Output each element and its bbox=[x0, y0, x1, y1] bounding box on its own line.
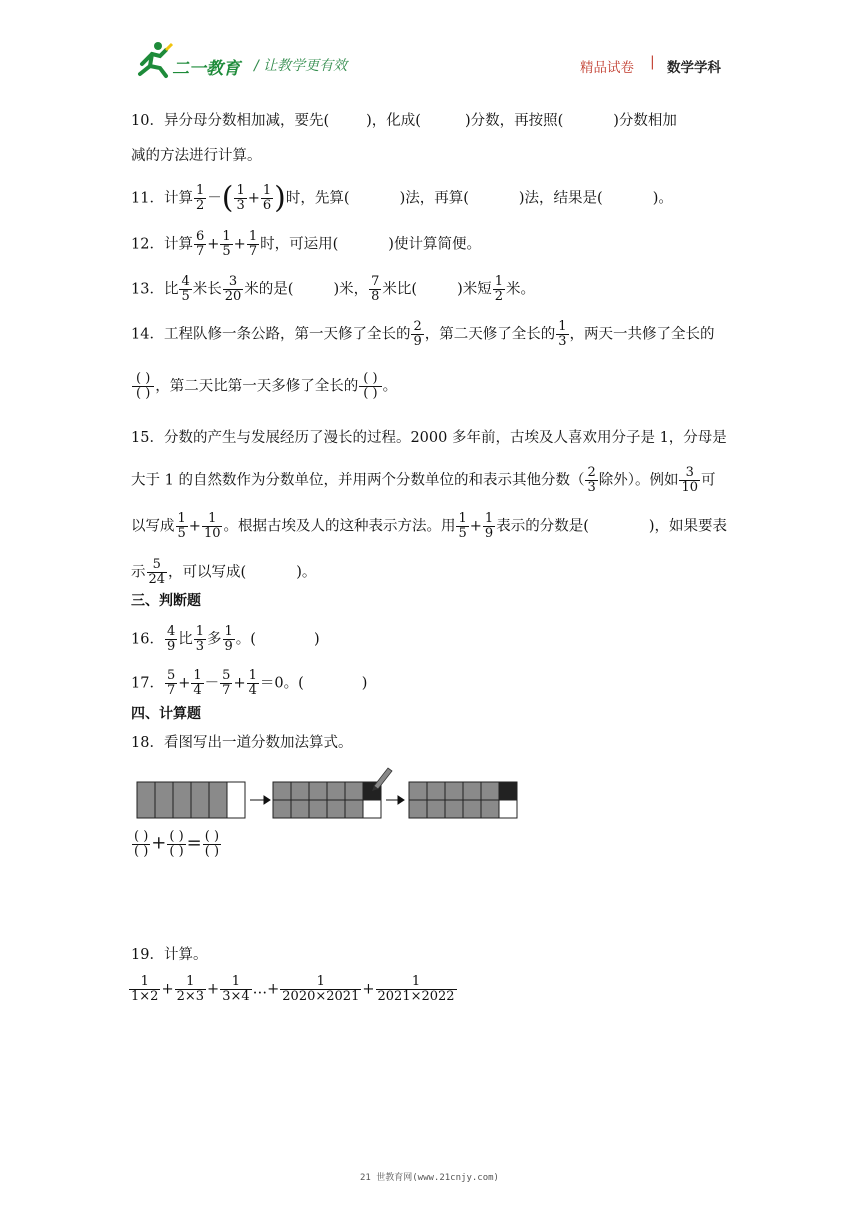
text-segment: 3 bbox=[195, 639, 205, 654]
text-segment: 米长 bbox=[192, 281, 222, 298]
fraction bbox=[194, 230, 206, 259]
fraction bbox=[179, 275, 191, 304]
text-segment: 1×2 bbox=[131, 989, 159, 1004]
question-10-line-1 bbox=[131, 111, 677, 131]
question-15-line-2 bbox=[131, 466, 716, 495]
question-19: 19．计算。 bbox=[131, 947, 208, 963]
text-segment: )米短 bbox=[457, 281, 492, 298]
fraction bbox=[456, 512, 468, 541]
fraction bbox=[194, 625, 206, 654]
text-segment: ) bbox=[313, 631, 320, 648]
text-segment: 7 bbox=[166, 683, 176, 698]
fraction bbox=[202, 512, 223, 541]
text-segment: 1 bbox=[177, 511, 186, 526]
fraction bbox=[411, 320, 423, 349]
text-segment: 3×4 bbox=[222, 989, 250, 1004]
text-segment: 13．比 bbox=[131, 281, 179, 298]
text-segment: )，如果要表 bbox=[648, 518, 728, 535]
text-segment: ＝0。( bbox=[259, 675, 304, 692]
question-18: 18．看图写出一道分数加法算式。 bbox=[131, 735, 353, 751]
question-12 bbox=[131, 230, 481, 259]
text-segment: + bbox=[188, 518, 201, 535]
text-segment: ( ) bbox=[169, 829, 184, 844]
text-segment: ( ) bbox=[359, 386, 381, 401]
text-segment: + bbox=[233, 236, 246, 253]
text-segment: ) bbox=[361, 675, 368, 692]
text-segment: + bbox=[207, 236, 220, 253]
text-segment: … bbox=[252, 981, 268, 998]
text-segment: ( ) bbox=[132, 386, 154, 401]
text-segment: 4 bbox=[193, 683, 202, 698]
text-segment: ( ) bbox=[204, 844, 220, 859]
text-segment: + bbox=[362, 981, 375, 998]
question-10-line-2 bbox=[131, 146, 262, 166]
text-segment: 大于 1 的自然数作为分数单位，并用两个分数单位的和表示其他分数（ bbox=[131, 472, 585, 489]
text-segment: 1 bbox=[231, 974, 241, 989]
text-segment: 减的方法进行计算。 bbox=[131, 148, 262, 164]
fraction bbox=[493, 275, 505, 304]
question-18-answer-template[interactable] bbox=[131, 830, 222, 859]
text-segment: 4 bbox=[181, 274, 190, 289]
text-segment: ( ) bbox=[136, 371, 151, 386]
text-segment: 5 bbox=[166, 668, 176, 683]
text-segment: 2 bbox=[587, 465, 596, 480]
text-segment: )分数，再按照( bbox=[464, 113, 564, 129]
text-segment: 10．异分母分数相加减，要先( bbox=[131, 113, 330, 129]
question-19-expression bbox=[128, 975, 458, 1004]
text-segment: 7 bbox=[195, 244, 205, 259]
question-15-line-3 bbox=[131, 512, 727, 541]
text-segment: 除外）。例如 bbox=[598, 472, 679, 489]
text-segment: 可 bbox=[701, 472, 716, 489]
fraction bbox=[165, 669, 177, 698]
text-segment: 11．计算 bbox=[131, 190, 193, 207]
text-segment: ( ) bbox=[204, 829, 220, 844]
text-segment: 7 bbox=[371, 274, 380, 289]
text-segment: + bbox=[178, 675, 191, 692]
text-segment: 米比( bbox=[382, 281, 418, 298]
text-segment: )米， bbox=[333, 281, 369, 298]
text-segment: 3 bbox=[236, 198, 245, 213]
question-17 bbox=[131, 669, 367, 698]
question-16 bbox=[131, 625, 320, 654]
text-segment: 1 bbox=[494, 274, 504, 289]
fraction bbox=[194, 184, 206, 213]
fraction bbox=[369, 275, 381, 304]
text-segment: )使计算简便。 bbox=[388, 236, 481, 253]
bar-one-sixth-parts bbox=[137, 782, 245, 818]
text-segment: 2020×2021 bbox=[282, 989, 360, 1004]
text-segment: 。根据古埃及人的这种表示方法。用 bbox=[223, 518, 456, 535]
text-segment: 5 bbox=[177, 526, 186, 541]
text-segment: + bbox=[233, 675, 246, 692]
text-segment: 。( bbox=[235, 631, 256, 648]
header-subject: 数学学科 bbox=[667, 60, 721, 76]
text-segment: 米。 bbox=[506, 281, 536, 298]
fraction bbox=[280, 975, 361, 1004]
fraction bbox=[261, 184, 273, 213]
arrow-right-icon bbox=[386, 796, 404, 804]
fraction bbox=[129, 975, 160, 1004]
text-segment: 1 bbox=[458, 511, 467, 526]
answer-fraction-blank[interactable] bbox=[132, 372, 154, 401]
fraction bbox=[556, 320, 568, 349]
fraction bbox=[376, 975, 457, 1004]
text-segment: 1 bbox=[411, 974, 421, 989]
arrow-right-icon bbox=[250, 796, 270, 804]
question-15-line-4 bbox=[131, 558, 316, 587]
text-segment: )。 bbox=[652, 190, 673, 207]
text-segment: － bbox=[204, 675, 220, 692]
text-segment: )法，再算( bbox=[399, 190, 469, 207]
question-14-line-2 bbox=[131, 372, 397, 401]
fraction bbox=[147, 558, 168, 587]
text-segment: ，第二天比第一天多修了全长的 bbox=[155, 378, 359, 395]
text-segment: 7 bbox=[248, 244, 258, 259]
question-13 bbox=[131, 275, 535, 304]
fraction bbox=[203, 830, 221, 859]
text-segment: 1 bbox=[248, 668, 257, 683]
text-segment: 5 bbox=[222, 244, 231, 259]
text-segment: 1 bbox=[195, 183, 205, 198]
text-segment: )，化成( bbox=[366, 113, 421, 129]
text-segment: 10 bbox=[203, 526, 221, 541]
question-15-line-1 bbox=[131, 428, 727, 448]
fraction bbox=[191, 669, 203, 698]
fraction bbox=[175, 975, 206, 1004]
fraction bbox=[167, 830, 185, 859]
fraction bbox=[132, 830, 150, 859]
text-segment: 米的是( bbox=[244, 281, 294, 298]
text-segment: 2 bbox=[413, 319, 422, 334]
text-segment: 5 bbox=[181, 289, 190, 304]
fraction bbox=[247, 669, 259, 698]
fraction bbox=[176, 512, 188, 541]
text-segment: ( ) bbox=[134, 844, 149, 859]
text-segment: ，第二天修了全长的 bbox=[424, 326, 556, 343]
fraction bbox=[165, 625, 177, 654]
bar-result-parts bbox=[409, 782, 517, 818]
text-segment: + bbox=[207, 981, 220, 998]
text-segment: ，两天一共修了全长的 bbox=[569, 326, 715, 343]
text-segment: ( ) bbox=[134, 829, 149, 844]
text-segment: 17． bbox=[131, 675, 164, 692]
text-segment: 1 bbox=[208, 511, 217, 526]
fraction-bar-diagram bbox=[136, 764, 528, 824]
text-segment: + bbox=[267, 981, 280, 998]
text-segment: 4 bbox=[248, 683, 257, 698]
text-segment: 4 bbox=[166, 624, 176, 639]
text-segment: 6 bbox=[195, 229, 205, 244]
text-segment: 1 bbox=[484, 511, 494, 526]
text-segment: 1 bbox=[224, 624, 233, 639]
text-segment: 9 bbox=[224, 639, 233, 654]
footer-source: 21 世教育网(www.21cnjy.com) bbox=[360, 1173, 499, 1183]
question-11: 11．计算 $\frac{1}{2}$ －( $\frac{1}{3}$ + $\frac{1}{6}$ )时，先算( )法，再算( )法，结果是( )。 bbox=[131, 180, 673, 216]
header-slogan: / 让教学更有效 bbox=[254, 58, 348, 74]
header bbox=[0, 0, 860, 95]
text-segment: 9 bbox=[166, 639, 176, 654]
text-segment: 2×3 bbox=[176, 989, 205, 1004]
text-segment: + bbox=[161, 981, 174, 998]
question-14-line-1 bbox=[131, 320, 715, 349]
text-segment: 多 bbox=[207, 631, 222, 648]
text-segment: + bbox=[469, 518, 482, 535]
text-segment: 24 bbox=[148, 572, 166, 587]
fraction bbox=[220, 669, 232, 698]
text-segment: ( ) bbox=[363, 371, 378, 386]
section-heading-calculation: 四、计算题 bbox=[131, 706, 201, 722]
text-segment: 6 bbox=[262, 198, 272, 213]
text-segment: 14．工程队修一条公路，第一天修了全长的 bbox=[131, 326, 411, 343]
text-segment: 9 bbox=[484, 526, 494, 541]
logo-text: 二一教育 bbox=[172, 59, 240, 79]
text-segment: 1 bbox=[222, 229, 231, 244]
text-segment: 1 bbox=[195, 624, 205, 639]
text-segment: 3 bbox=[587, 480, 596, 495]
fraction bbox=[223, 625, 235, 654]
logo-runner-icon bbox=[136, 40, 176, 80]
text-segment: 3 bbox=[228, 274, 238, 289]
text-segment: 5 bbox=[458, 526, 467, 541]
fraction bbox=[585, 466, 597, 495]
text-segment: 以写成 bbox=[131, 518, 175, 535]
text-segment: 1 bbox=[248, 229, 258, 244]
text-segment: 1 bbox=[236, 183, 245, 198]
text-segment: 5 bbox=[222, 668, 231, 683]
text-segment: 2021×2022 bbox=[377, 989, 455, 1004]
text-segment: 3 bbox=[558, 334, 567, 349]
text-segment: 10 bbox=[681, 480, 699, 495]
text-segment: 1 bbox=[186, 974, 195, 989]
text-segment: 1 bbox=[316, 974, 325, 989]
text-segment: + bbox=[151, 832, 167, 854]
text-segment: 时，先算( bbox=[285, 190, 350, 207]
text-segment: 7 bbox=[222, 683, 231, 698]
header-brand: 精品试卷 bbox=[580, 60, 634, 76]
text-segment: 8 bbox=[371, 289, 380, 304]
text-segment: )分数相加 bbox=[613, 113, 677, 129]
text-segment: ，可以写成( bbox=[168, 564, 247, 581]
text-segment: 3 bbox=[685, 465, 694, 480]
fraction bbox=[234, 184, 246, 213]
text-segment: 9 bbox=[413, 334, 422, 349]
fraction bbox=[220, 230, 232, 259]
fraction bbox=[220, 975, 251, 1004]
text-segment: 示 bbox=[131, 564, 146, 581]
section-heading-judgement: 三、判断题 bbox=[131, 593, 201, 609]
text-segment: )法，结果是( bbox=[518, 190, 603, 207]
text-segment: 12．计算 bbox=[131, 236, 193, 253]
text-segment: 2 bbox=[494, 289, 504, 304]
text-segment: 16． bbox=[131, 631, 164, 648]
header-divider: | bbox=[650, 54, 655, 70]
fraction bbox=[223, 275, 244, 304]
text-segment: 1 bbox=[558, 319, 567, 334]
pencil-icon bbox=[372, 768, 392, 791]
text-segment: 5 bbox=[152, 557, 161, 572]
text-segment: )。 bbox=[296, 564, 317, 581]
text-segment: 1 bbox=[140, 974, 149, 989]
text-segment: ( ) bbox=[169, 844, 184, 859]
bar-twelfth-parts bbox=[273, 782, 381, 818]
text-segment: = bbox=[186, 832, 202, 854]
text-segment: 比 bbox=[178, 631, 193, 648]
fraction bbox=[483, 512, 495, 541]
text-segment: 。 bbox=[382, 378, 398, 395]
text-segment: 时，可运用( bbox=[260, 236, 339, 253]
text-segment: － bbox=[207, 190, 222, 207]
text-segment: 表示的分数是( bbox=[496, 518, 589, 535]
text-segment: 20 bbox=[224, 289, 242, 304]
text-segment: + bbox=[247, 190, 260, 207]
text-segment: 1 bbox=[193, 668, 202, 683]
text-segment: 1 bbox=[262, 183, 272, 198]
text-segment: 2 bbox=[195, 198, 205, 213]
fraction bbox=[679, 466, 700, 495]
fraction bbox=[247, 230, 259, 259]
text-segment: 15．分数的产生与发展经历了漫长的过程。2000 多年前，古埃及人喜欢用分子是 1，分母是 bbox=[131, 430, 727, 446]
answer-fraction-blank[interactable] bbox=[359, 372, 381, 401]
